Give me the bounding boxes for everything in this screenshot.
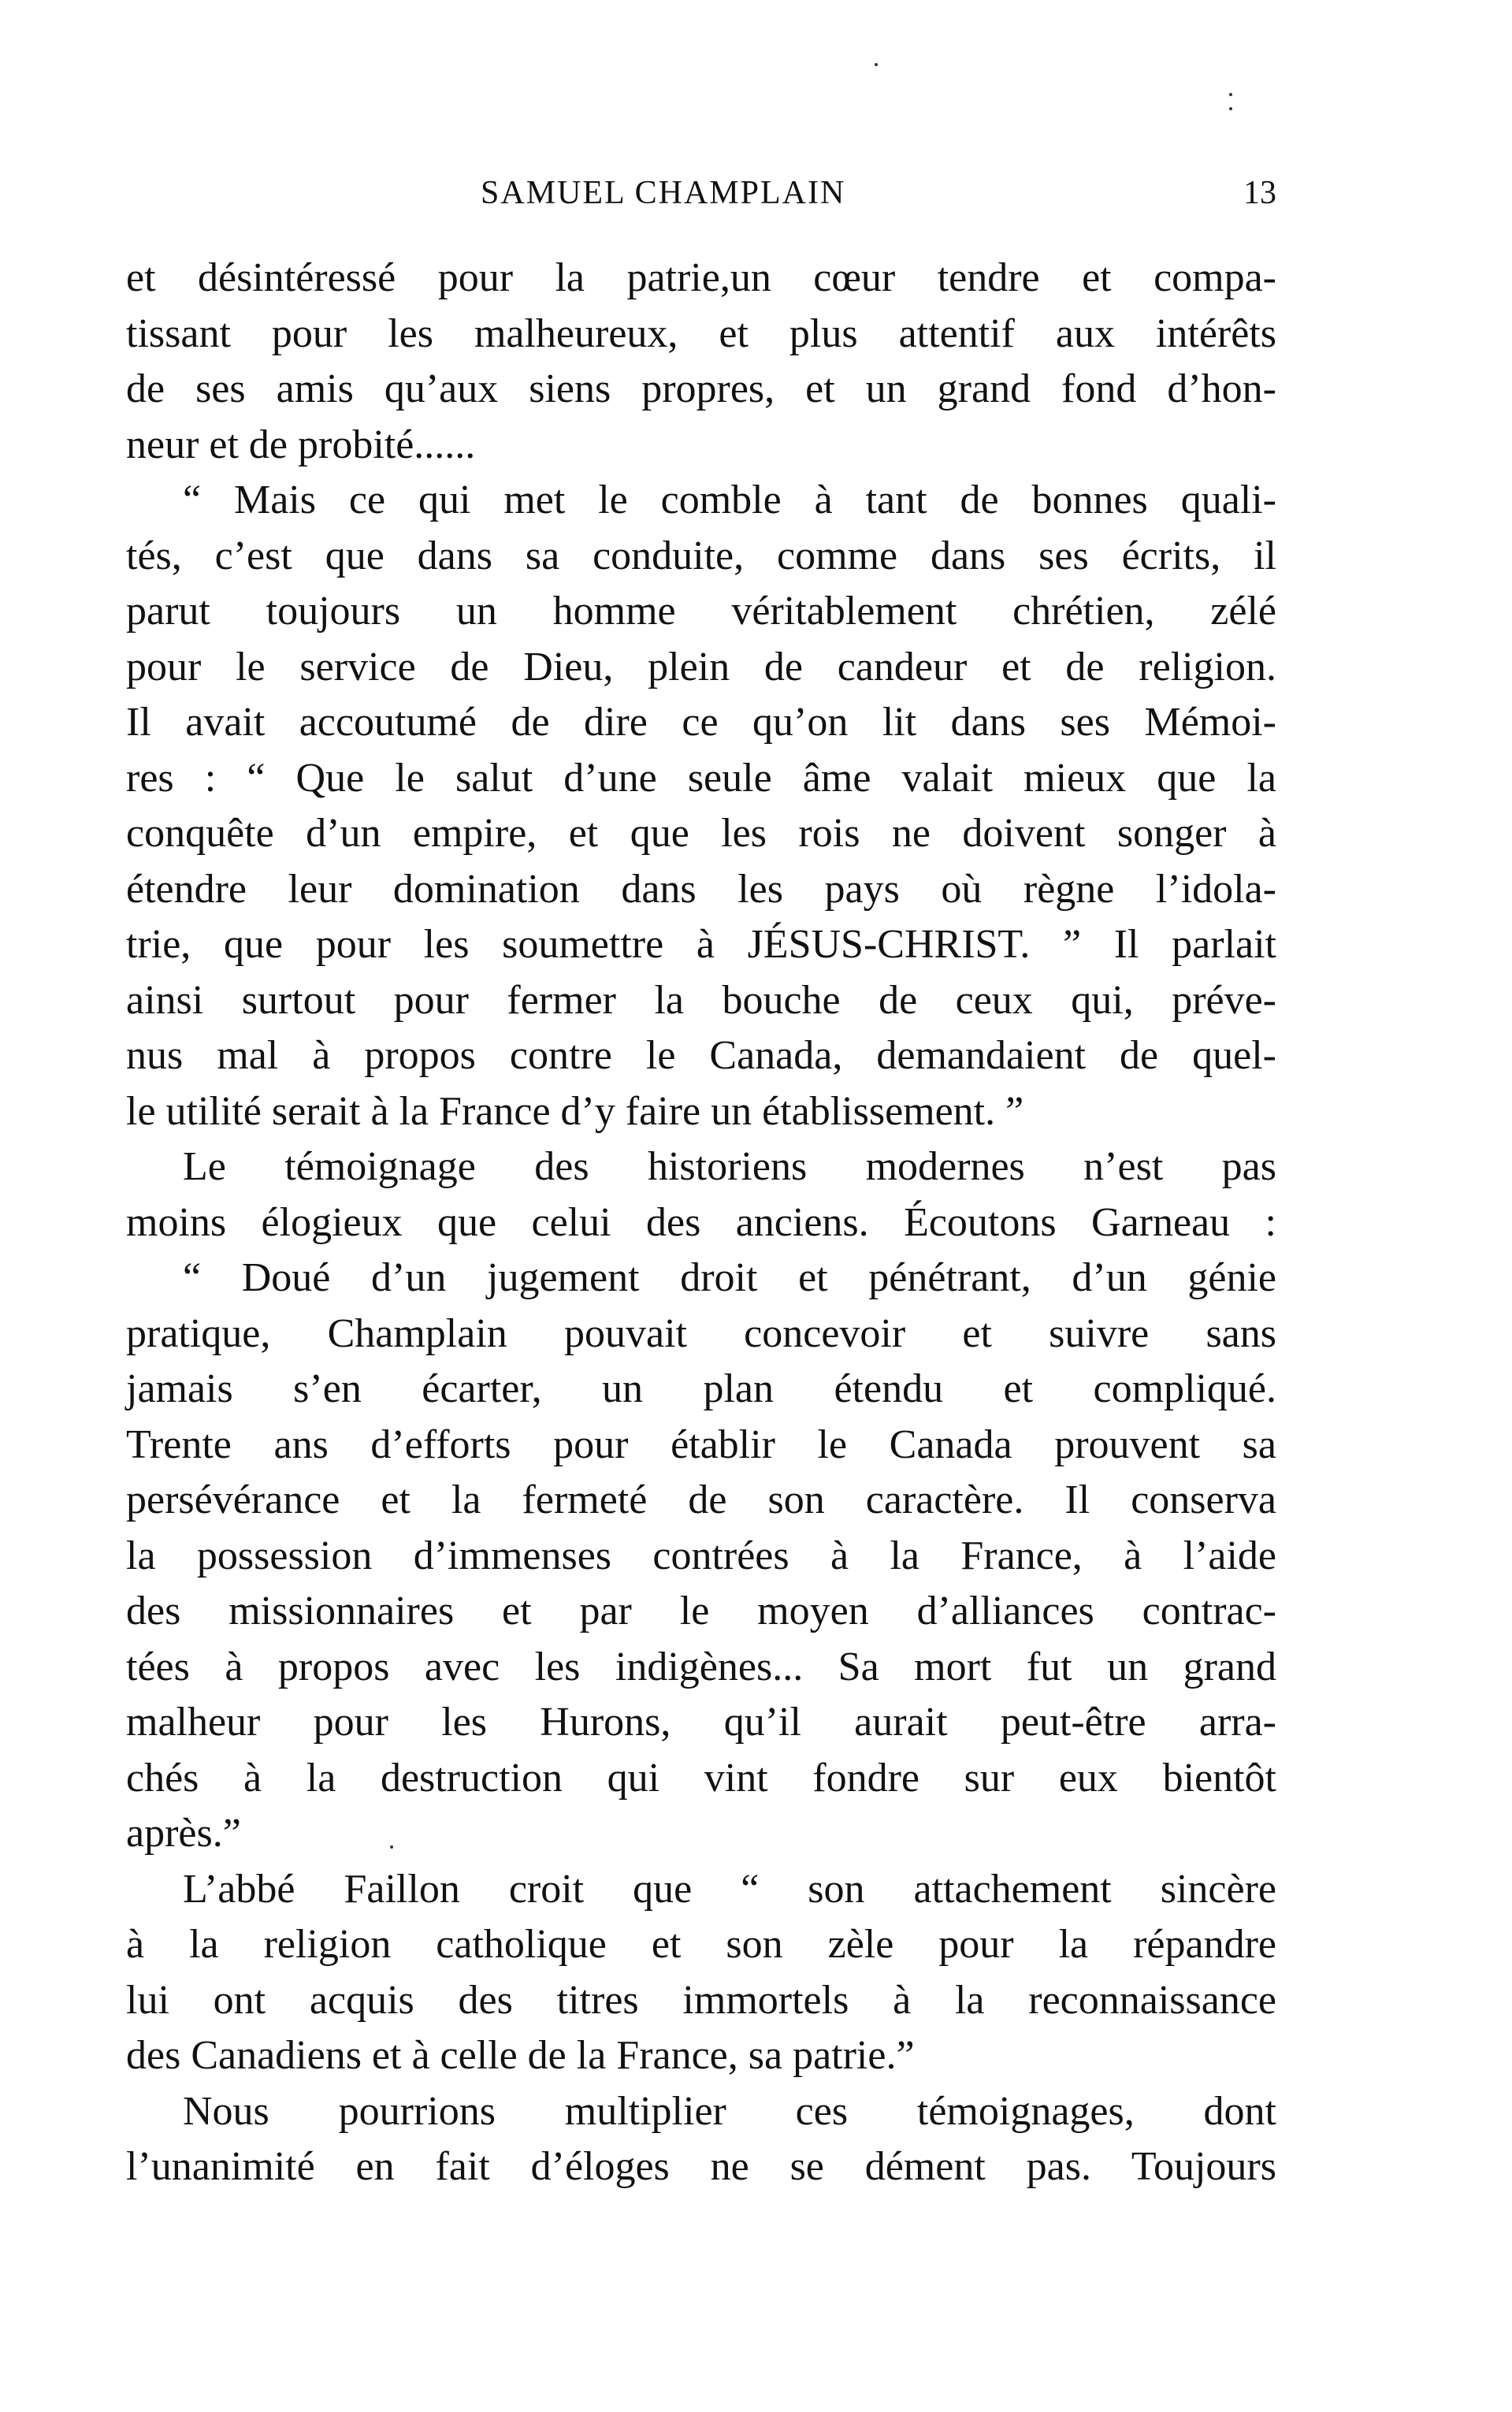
body-text [126,251,1276,2195]
speck-mark [875,63,878,66]
speck-mark [1229,107,1232,110]
text-line: de ses amis qu’aux siens propres, et un grand fond d’hon- [126,366,1276,411]
text-line: conquête d’un empire, et que les rois ne doivent songer à [126,811,1276,856]
text-line: persévérance et la fermeté de son caractère. Il conserva [126,1477,1276,1522]
text-line: lui ont acquis des titres immortels à la reconnaissance [126,1977,1276,2023]
text-line: après.” [126,1811,241,1856]
speck-mark [390,1845,393,1849]
text-line: neur et de probité...... [126,422,476,467]
text-line: jamais s’en écarter, un plan étendu et compliqué. [126,1366,1276,1411]
text-line: moins élogieux que celui des anciens. Écoutons Garneau : [126,1199,1276,1245]
text-line: tés, c’est que dans sa conduite, comme dans ses écrits, il [126,533,1276,578]
text-line: étendre leur domination dans les pays où règne l’idola- [126,866,1276,912]
text-line: tées à propos avec les indigènes... Sa mort fut un grand [126,1644,1276,1689]
text-line: et désintéressé pour la patrie,un cœur tendre et compa- [126,255,1276,300]
text-line: parut toujours un homme véritablement chrétien, zélé [126,589,1276,634]
text-line: malheur pour les Hurons, qu’il aurait peut-être arra- [126,1700,1276,1745]
text-line: Il avait accoutumé de dire ce qu’on lit dans ses Mémoi- [126,700,1276,745]
text-line: à la religion catholique et son zèle pour la répandre [126,1922,1276,1967]
running-title: SAMUEL CHAMPLAIN [481,175,846,211]
running-head [126,169,1276,217]
text-line: nus mal à propos contre le Canada, demandaient de quel- [126,1033,1276,1078]
text-line: “ Doué d’un jugement droit et pénétrant, d’un génie [183,1255,1276,1300]
text-line: L’abbé Faillon croit que “ son attachement sincère [183,1866,1276,1912]
text-line: ainsi surtout pour fermer la bouche de ceux qui, préve- [126,977,1276,1023]
text-line: l’unanimité en fait d’éloges ne se dément pas. Toujours [126,2144,1276,2189]
text-line: tissant pour les malheureux, et plus attentif aux intérêts [126,310,1276,356]
text-line: “ Mais ce qui met le comble à tant de bonnes quali- [183,478,1276,522]
text-line: Le témoignage des historiens modernes n’est pas [183,1144,1276,1189]
text-line: Nous pourrions multiplier ces témoignages, dont [183,2088,1276,2134]
speck-mark [1229,93,1232,96]
text-line: trie, que pour les soumettre à JÉSUS-CHRIST. ” Il parlait [126,922,1276,967]
text-line: la possession d’immenses contrées à la France, à l’aide [126,1533,1276,1578]
text-line: des missionnaires et par le moyen d’alliances contrac- [126,1589,1276,1633]
text-line: pratique, Champlain pouvait concevoir et suivre sans [126,1310,1276,1356]
text-line: chés à la destruction qui vint fondre sur eux bientôt [126,1755,1276,1801]
text-line: le utilité serait à la France d’y faire un établissement. ” [126,1088,1024,1134]
page-number: 13 [1243,175,1276,211]
text-line: res : “ Que le salut d’une seule âme valait mieux que la [126,755,1276,801]
text-line: Trente ans d’efforts pour établir le Canada prouvent sa [126,1422,1276,1467]
text-line: pour le service de Dieu, plein de candeur et de religion. [126,644,1276,689]
text-line: des Canadiens et à celle de la France, sa patrie.” [126,2033,915,2078]
